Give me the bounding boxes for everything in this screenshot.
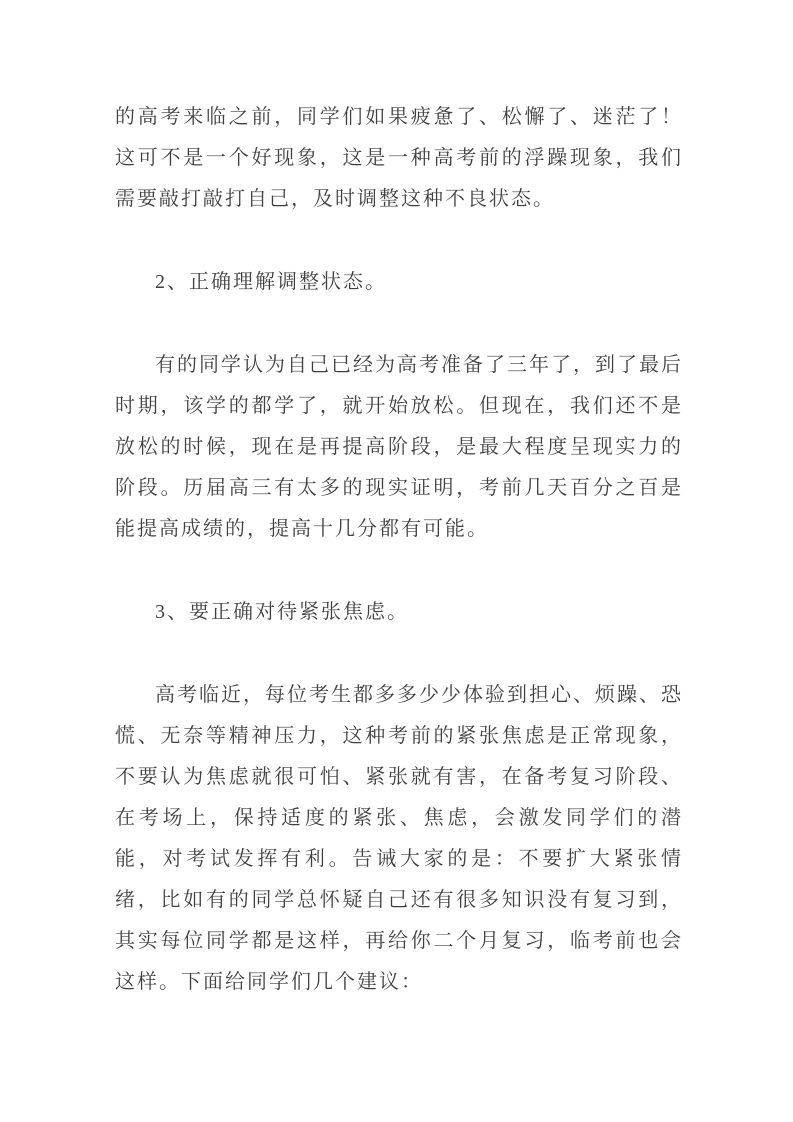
numbered-heading-3: 3、要正确对待紧张焦虑。 (155, 601, 409, 623)
paragraph-body-1: 有的同学认为自己已经为高考准备了三年了，到了最后时期，该学的都学了，就开始放松。但现在，我们还不是放松的时候，现在是再提高阶段，是最大程度呈现实力的阶段。历届高三有太多的现实证明，考前几天百分之百是能提高成绩的，提高十几分都有可能。 (115, 354, 683, 540)
paragraph-body-2: 高考临近，每位考生都多多少少体验到担心、烦躁、恐慌、无奈等精神压力，这种考前的紧张焦虑是正常现象，不要认为焦虑就很可怕、紧张就有害，在备考复习阶段、在考场上，保持适度的紧张、焦虑，会激发同学们的潜能，对考试发挥有利。告诫大家的是：不要扩大紧张情绪，比如有的同学总怀疑自己还有很多知识没有复习到，其实每位同学都是这样，再给你二个月复习，临考前也会这样。下面给同学们几个建议： (115, 684, 683, 993)
numbered-heading-2: 2、正确理解调整状态。 (155, 271, 387, 293)
paragraph-continuation: 的高考来临之前，同学们如果疲惫了、松懈了、迷茫了！这可不是一个好现象，这是一种高考前的浮躁现象，我们需要敲打敲打自己，及时调整这种不良状态。 (115, 106, 683, 210)
document-text-body (115, 97, 683, 1003)
